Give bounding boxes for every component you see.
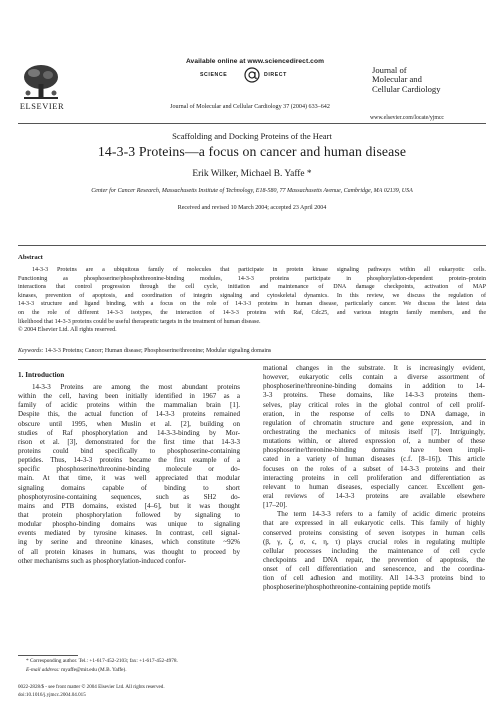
body-text-line: tion of cell adhesion and motility. All 14-3-3 proteins bind to	[263, 574, 485, 583]
body-text-line: Despite this, the actual function of 14-3-3 proteins remained	[18, 410, 240, 419]
body-text-line: mains and PTB domains, existed [4–6], but it was thought	[18, 501, 240, 510]
body-text-line: that are expressed in all eukaryotic cells. This family of highly	[263, 519, 485, 528]
email-link[interactable]: myaffe@mit.edu (M.B. Yaffe).	[61, 667, 127, 673]
affiliation: Center for Cancer Research, Massachusetts Institute of Technology, E18-580, 77 Massachusetts Avenue, Cambridge, MA 02139, USA	[91, 188, 413, 194]
footnote-divider	[18, 655, 78, 656]
issn-line: 0022-2828/$ - see front matter © 2004 Elsevier Ltd. All rights reserved.	[18, 684, 165, 690]
body-text-line: that protein phosphorylation followed by signaling to	[18, 510, 240, 519]
body-text-line: selves, play critical roles in the global control of cell prolif-	[263, 400, 485, 409]
body-text-line: phosphoserine/threonine-binding domains have been impli-	[263, 446, 485, 455]
body-text-line: specific phosphoserine/threonine-binding molecule or do-	[18, 465, 240, 474]
author-list: Erik Wilker, Michael B. Yaffe *	[192, 169, 312, 179]
body-column-left	[18, 383, 240, 566]
doi-link[interactable]: doi:10.1016/j.yjmcc.2004.04.015	[18, 692, 86, 698]
sciencedirect-right-text: DIRECT	[264, 72, 287, 78]
body-text-line: other mechanisms such as phosphorylation-induced confor-	[18, 556, 186, 565]
journal-name-line: Cellular Cardiology	[372, 83, 441, 94]
journal-url-link[interactable]: www.elsevier.com/locate/yjmcc	[370, 115, 444, 121]
body-text-line: [17–20].	[263, 501, 288, 510]
keywords-label: Keywords:	[18, 348, 44, 354]
body-column-right	[263, 364, 485, 593]
body-text-line: main. At that time, it was well appreciated that modular	[18, 474, 240, 483]
email-label: E-mail address:	[26, 667, 60, 673]
journal-citation: Journal of Molecular and Cellular Cardiology 37 (2004) 633–642	[170, 104, 330, 110]
body-text-line: phosphotyrosine-containing sequences, such as SH2 do-	[18, 492, 240, 501]
series-title: Scaffolding and Docking Proteins of the Heart	[172, 131, 332, 141]
body-text-line: eral reviews of 14-3-3 proteins are available elsewhere	[263, 491, 485, 500]
journal-name	[372, 66, 482, 94]
body-text-line: interacting proteins in cell proliferation and differentiation as	[263, 473, 485, 482]
body-text-line: proteins could bind specifically to phosphoserine-containing	[18, 446, 240, 455]
email-note	[26, 667, 266, 673]
journal-name-line: Molecular and	[372, 74, 422, 85]
publisher-logo-text: ELSEVIER	[19, 102, 65, 111]
body-text-line: mutations within, or altered expression of, a number of these	[263, 437, 485, 446]
body-text-line: checkpoints and DNA repair, the prevention of apoptosis, the	[263, 555, 485, 564]
abstract-line: likelihood that 14-3-3 proteins could be useful therapeutic targets in the treatment of human disease.	[18, 318, 261, 325]
received-dates: Received and revised 10 March 2004; accepted 23 April 2004	[177, 205, 327, 211]
abstract-line: kinases, prevention of apoptosis, and coordination of integrin signaling and cytoskeletal dynamics. In this review, we discuss the regulation of	[18, 292, 486, 299]
abstract-top-divider	[18, 245, 486, 246]
available-online-link[interactable]: Available online at www.sciencedirect.com	[185, 58, 325, 65]
keywords	[18, 348, 486, 354]
abstract-bottom-divider	[18, 359, 486, 360]
body-text-line: 3-3 proteins. These domains, like 14-3-3 proteins them-	[263, 391, 485, 400]
body-text-line: rison et al. [3], demonstrated for the first time that 14-3-3	[18, 437, 240, 446]
body-text-line: orchestrating the mechanics of mitosis itself [7]. Intriguingly,	[263, 427, 485, 436]
copyright-line: © 2004 Elsevier Ltd. All rights reserved.	[18, 327, 117, 334]
body-text-line: The term 14-3-3 refers to a family of acidic dimeric proteins	[277, 510, 485, 519]
body-text-line: peptides. Thus, 14-3-3 proteins became the first example of a	[18, 456, 240, 465]
body-text-line: cated in a variety of human diseases (c.f. [8–16]). This article	[263, 455, 485, 464]
body-text-line: within the cell, having been initially identified in 1967 as a	[18, 392, 240, 401]
abstract-line: 14-3-3 structure and ligand binding, with a focus on the role of 14-3-3 proteins in human disease, particularly cancer. We discuss the latest data	[18, 301, 486, 308]
abstract-line: 14-3-3 Proteins are a ubiquitous family of molecules that participate in protein kinase signaling pathways within all eukaryotic cells.	[32, 267, 486, 273]
abstract-line: interactions that control progression through the cell cycle, initiation and maintenance of DNA damage checkpoints, activation of MAP	[18, 284, 486, 291]
body-text-line: studies of Raf phosphorylation and 14-3-3-binding by Mor-	[18, 428, 240, 437]
abstract-body	[18, 266, 486, 335]
journal-name-line: Journal of	[372, 65, 407, 75]
header-divider	[18, 123, 486, 124]
body-text-line: phosphoserine/threonine-binding domains in addition to 14-	[263, 382, 485, 391]
body-text-line: modular phospho-binding domains was unique to signaling	[18, 520, 240, 529]
abstract-heading: Abstract	[18, 254, 43, 261]
sciencedirect-logo	[200, 67, 310, 83]
sciencedirect-left-text: SCIENCE	[200, 72, 228, 78]
body-text-line: focuses on the roles of a subset of 14-3-3 proteins and their	[263, 464, 485, 473]
at-symbol-icon	[244, 67, 260, 83]
body-text-line: conserved proteins consisting of seven isotypes in human cells	[263, 528, 485, 537]
body-text-line: 14-3-3 Proteins are among the most abundant proteins	[32, 383, 240, 391]
body-text-line: of all protein kinases in humans, was thought to proceed by	[18, 547, 240, 556]
abstract-line: on the role of different 14-3-3 isotypes, the interaction of 14-3-3 proteins with Raf, Cdc25, and various integrin family members, and the	[18, 309, 486, 316]
body-text-line: cellular processes including the maintenance of cell cycle	[263, 546, 485, 555]
body-text-line: relevant to human diseases, especially cancer. Excellent gen-	[263, 482, 485, 491]
keywords-list: 14-3-3 Proteins; Cancer; Human disease; Phosphoserine/threonine; Modular signaling domains	[45, 348, 272, 354]
body-text-line: eration, in the response of cells to DNA damage, in	[263, 409, 485, 418]
body-text-line: ing by serine and threonine kinases, which constitute ~92%	[18, 538, 240, 547]
body-text-line: mational changes in the substrate. It is increasingly evident,	[263, 364, 485, 372]
article-title: 14-3-3 Proteins—a focus on cancer and human disease	[97, 144, 407, 159]
body-text-line: events mediated by tyrosine kinases. In contrast, cell signal-	[18, 529, 240, 538]
elsevier-tree-logo	[18, 62, 64, 102]
corresponding-author-note: * Corresponding author. Tel.: +1-617-452-2103; fax: +1-617-452-4978.	[26, 658, 178, 664]
body-text-line: however, eukaryotic cells contain a diverse assortment of	[263, 373, 485, 382]
body-text-line: phosphoserine/phosphothreonine-containing peptide motifs	[263, 583, 431, 592]
body-text-line: obscure until 1995, when Muslin et al. [2], building on	[18, 419, 240, 428]
body-text-line: signaling domains capable of binding to short	[18, 483, 240, 492]
abstract-line: Functioning as phosphoserine/phosphothreonine-binding modules, 14-3-3 proteins participate in phosphorylation-dependent protein–protein	[18, 275, 486, 282]
section-heading: 1. Introduction	[18, 371, 65, 379]
body-text-line: regulation of chromatin structure and gene expression, and in	[263, 418, 485, 427]
body-text-line: (β, γ, ζ, σ, ϵ, η, τ) plays crucial roles in regulating multiple	[263, 537, 485, 546]
body-text-line: family of acidic proteins within the mammalian brain [1].	[18, 401, 240, 410]
body-text-line: onset of cell differentiation and senescence, and the coordina-	[263, 565, 485, 574]
